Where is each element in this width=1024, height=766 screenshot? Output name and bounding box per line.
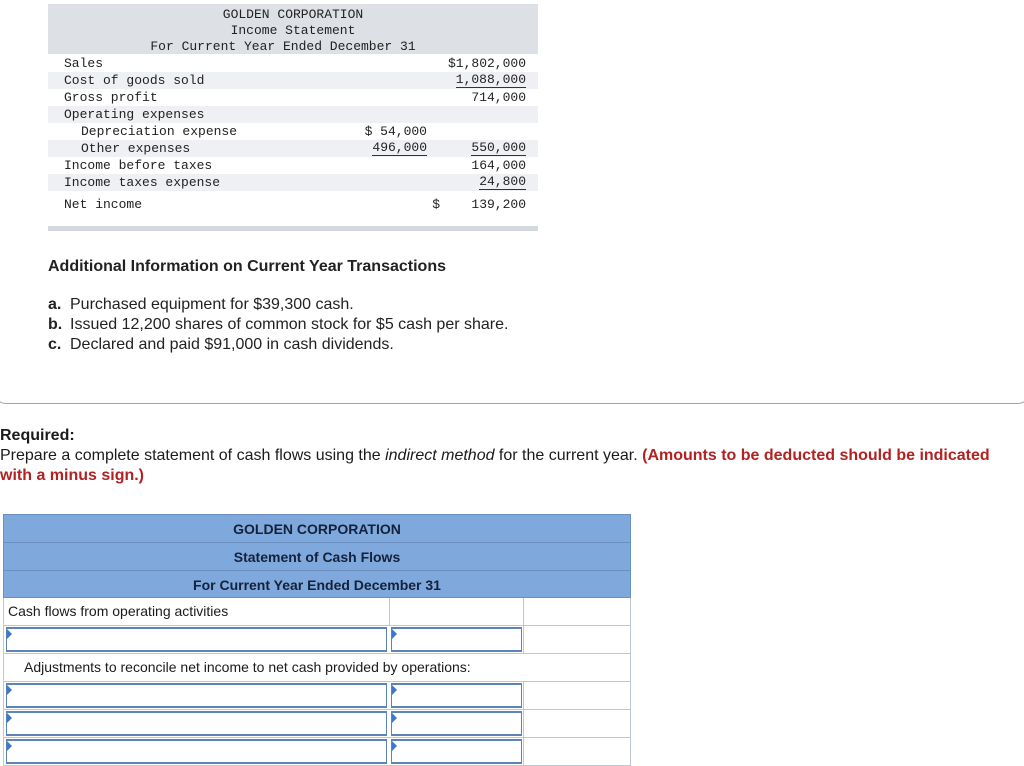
income-row-taxes: Income taxes expense 24,800 — [48, 174, 538, 191]
table-row — [3, 626, 631, 654]
table-row — [3, 710, 631, 738]
dropdown-marker-icon — [392, 685, 397, 695]
income-row-operating-expenses: Operating expenses — [48, 106, 538, 123]
dropdown-marker-icon — [392, 713, 397, 723]
income-row-net-income: Net income $ 139,200 — [64, 197, 526, 212]
account-dropdown[interactable] — [6, 627, 387, 652]
dropdown-marker-icon — [7, 685, 12, 695]
cash-flow-period: For Current Year Ended December 31 — [3, 570, 631, 598]
income-row-cogs: Cost of goods sold 1,088,000 — [48, 72, 538, 89]
dropdown-marker-icon — [7, 741, 12, 751]
income-statement — [48, 4, 538, 232]
table-row — [3, 738, 631, 766]
additional-info-title: Additional Information on Current Year Transactions — [48, 258, 446, 275]
account-dropdown[interactable] — [6, 739, 387, 764]
dropdown-marker-icon — [7, 713, 12, 723]
account-dropdown[interactable] — [6, 683, 387, 708]
income-statement-header — [48, 4, 538, 54]
income-row-other-expenses: Other expenses 496,000 550,000 — [48, 140, 538, 157]
amount-input[interactable] — [391, 739, 522, 764]
list-item: a. Purchased equipment for $39,300 cash. — [48, 296, 354, 313]
additional-info-list — [48, 295, 508, 355]
income-statement-title: Income Statement — [230, 23, 356, 38]
list-item: b. Issued 12,200 shares of common stock for $5 cash per share. — [48, 316, 509, 333]
list-item: c. Declared and paid $91,000 in cash dividends. — [48, 336, 394, 353]
required-title: Required: — [0, 427, 75, 444]
account-dropdown[interactable] — [6, 711, 387, 736]
dropdown-marker-icon — [392, 629, 397, 639]
required-instructions: Prepare a complete statement of cash flows using the indirect method for the current year. (Amounts to be deducted should be indicated with a minus sign.) — [0, 447, 990, 484]
table-row — [3, 654, 631, 682]
adjustments-label: Adjustments to reconcile net income to net cash provided by operations: — [24, 659, 471, 675]
cash-flow-company: GOLDEN CORPORATION — [3, 514, 631, 542]
income-row-sales: Sales $1,802,000 — [64, 56, 526, 71]
operating-section-label: Cash flows from operating activities — [8, 603, 229, 619]
cash-flow-table — [3, 514, 631, 766]
income-statement-period: For Current Year Ended December 31 — [150, 39, 416, 54]
cash-flow-title: Statement of Cash Flows — [3, 542, 631, 570]
table-row — [3, 682, 631, 710]
amount-input[interactable] — [391, 627, 522, 652]
dropdown-marker-icon — [7, 629, 12, 639]
income-row-depreciation: Depreciation expense $ 54,000 — [81, 124, 427, 139]
income-row-before-taxes: Income before taxes 164,000 — [64, 158, 526, 173]
dropdown-marker-icon — [392, 741, 397, 751]
amount-input[interactable] — [391, 683, 522, 708]
table-row — [3, 598, 631, 626]
amount-input[interactable] — [391, 711, 522, 736]
income-row-gross-profit: Gross profit 714,000 — [64, 90, 526, 105]
income-statement-company: GOLDEN CORPORATION — [222, 7, 364, 22]
income-statement-footer-bar — [48, 226, 538, 231]
